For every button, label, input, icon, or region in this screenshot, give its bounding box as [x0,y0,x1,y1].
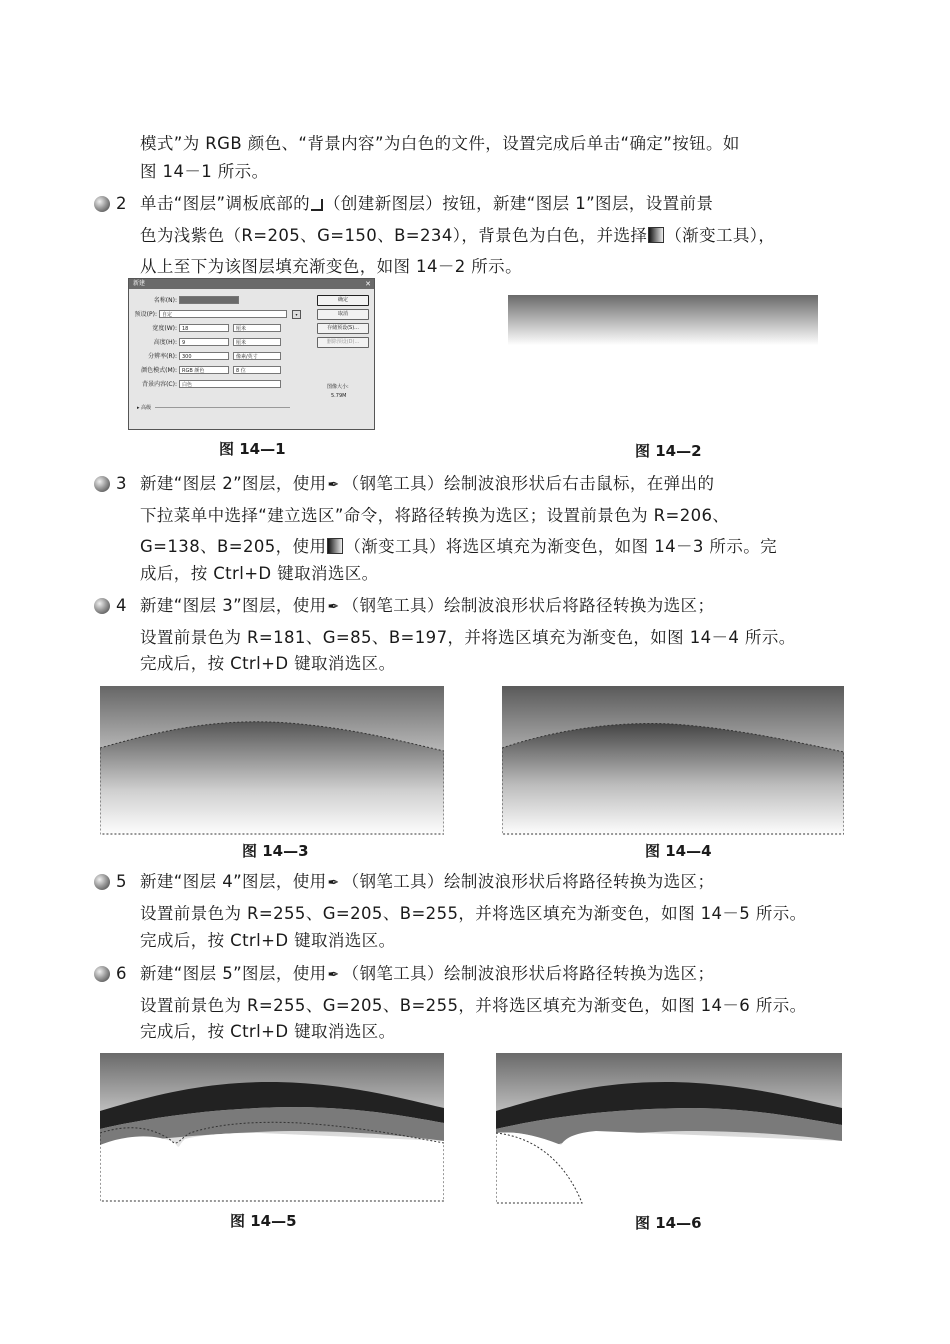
bit-depth-select[interactable]: 8 位 [233,366,281,374]
figure-14-6-wave [496,1053,842,1205]
resolution-input[interactable]: 300 [179,352,229,360]
text-line: 完成后，按 Ctrl+D 键取消选区。 [140,931,396,950]
text-line: 完成后，按 Ctrl+D 键取消选区。 [140,654,396,673]
step-bullet-icon [94,476,110,492]
text-line [140,536,777,558]
chevron-down-icon[interactable]: ▾ [292,310,301,319]
text-line [140,871,714,893]
text-span: （钢笔工具）绘制波浪形状后将路径转换为选区； [342,872,715,891]
width-row [129,323,281,332]
resolution-label: 分辨率(R): [148,353,177,360]
text-line: 从上至下为该图层填充渐变色，如图 14－2 所示。 [140,257,522,276]
preset-row [129,309,287,318]
preset-select[interactable]: 自定 [159,310,287,318]
step-bullet-icon [94,598,110,614]
figure-caption: 图 14—3 [242,842,309,860]
close-icon[interactable]: ✕ [365,280,371,288]
text-line: 模式”为 RGB 颜色、“背景内容”为白色的文件，设置完成后单击“确定”按钮。如 [140,134,740,153]
step-number: 6 [116,964,127,983]
height-unit-select[interactable]: 厘米 [233,338,281,346]
new-layer-icon [311,199,323,211]
text-line [140,193,713,215]
text-span: 单击“图层”调板底部的 [140,194,310,213]
text-line [140,595,714,617]
step-number: 3 [116,474,127,493]
image-size-label: 图像大小: [327,384,349,390]
width-input[interactable]: 18 [179,324,229,332]
resolution-unit-select[interactable]: 像素/英寸 [233,352,281,360]
advanced-label: 高级 [141,405,152,411]
figure-14-4-wave [502,686,844,836]
text-span: 新建“图层 4”图层，使用 [140,872,327,891]
text-span: （钢笔工具）绘制波浪形状后将路径转换为选区； [342,964,715,983]
pen-tool-icon [328,599,342,613]
text-span: G=138、B=205，使用 [140,537,327,556]
text-span: （渐变工具）将选区填充为渐变色，如图 14－3 所示。完 [344,537,778,556]
name-input[interactable] [179,296,239,304]
figure-14-5-wave [100,1053,444,1203]
pen-tool-icon [328,875,342,889]
text-line [140,225,775,247]
chevron-down-icon: ▸ [137,405,142,411]
new-document-dialog [128,278,375,430]
pen-tool-icon [328,477,342,491]
figure-caption: 图 14—2 [635,442,702,460]
text-line: 设置前景色为 R=255、G=205、B=255，并将选区填充为渐变色，如图 14－6 所示。 [140,996,807,1015]
mode-label: 颜色模式(M): [141,367,177,374]
name-row [129,295,239,304]
height-label: 高度(H): [153,339,177,346]
figure-14-2-gradient [508,295,818,345]
name-label: 名称(N): [153,297,177,304]
preset-label: 预设(P): [134,311,157,318]
resolution-row [129,351,281,360]
figure-caption: 图 14—1 [219,440,286,458]
delete-preset-button[interactable]: 删除预设(D)... [317,337,369,348]
text-span: 新建“图层 2”图层，使用 [140,474,327,493]
dialog-title-bar [129,279,374,289]
text-line [140,473,714,495]
save-preset-button[interactable]: 存储预设(S)... [317,323,369,334]
mode-select[interactable]: RGB 颜色 [179,366,229,374]
background-row [129,379,281,388]
step-number: 4 [116,596,127,615]
text-span: （钢笔工具）绘制波浪形状后右击鼠标，在弹出的 [342,474,715,493]
text-line: 设置前景色为 R=255、G=205、B=255，并将选区填充为渐变色，如图 14－5 所示。 [140,904,807,923]
figure-caption: 图 14—6 [635,1214,702,1232]
text-line: 完成后，按 Ctrl+D 键取消选区。 [140,1022,396,1041]
figure-14-3-wave [100,686,444,836]
width-unit-select[interactable]: 厘米 [233,324,281,332]
step-number: 5 [116,872,127,891]
gradient-tool-icon [327,538,343,554]
text-line: 成后，按 Ctrl+D 键取消选区。 [140,564,379,583]
text-line [140,963,714,985]
figure-caption: 图 14—5 [230,1212,297,1230]
background-select[interactable]: 白色 [179,380,281,388]
divider [155,407,290,408]
pen-tool-icon [328,967,342,981]
text-span: 新建“图层 5”图层，使用 [140,964,327,983]
text-line: 图 14－1 所示。 [140,162,269,181]
text-line: 下拉菜单中选择“建立选区”命令，将路径转换为选区；设置前景色为 R=206、 [140,506,730,525]
figure-caption: 图 14—4 [645,842,712,860]
text-span: 色为浅紫色（R=205、G=150、B=234），背景色为白色，并选择 [140,226,648,245]
dialog-title: 新建 [133,280,146,287]
text-span: （渐变工具）， [665,226,776,245]
height-input[interactable]: 9 [179,338,229,346]
advanced-toggle[interactable] [137,404,151,411]
height-row [129,337,281,346]
width-label: 宽度(W): [152,325,177,332]
cancel-button[interactable]: 取消 [317,309,369,320]
background-label: 背景内容(C): [142,381,177,388]
mode-row [129,365,281,374]
text-line: 设置前景色为 R=181、G=85、B=197，并将选区填充为渐变色，如图 14－4 所示。 [140,628,796,647]
text-span: （钢笔工具）绘制波浪形状后将路径转换为选区； [342,596,715,615]
step-bullet-icon [94,196,110,212]
text-span: （创建新图层）按钮，新建“图层 1”图层，设置前景 [324,194,714,213]
step-number: 2 [116,194,127,213]
step-bullet-icon [94,874,110,890]
step-bullet-icon [94,966,110,982]
text-span: 新建“图层 3”图层，使用 [140,596,327,615]
ok-button[interactable]: 确定 [317,295,369,306]
image-size-value: 5.79M [331,393,347,399]
gradient-tool-icon [648,227,664,243]
